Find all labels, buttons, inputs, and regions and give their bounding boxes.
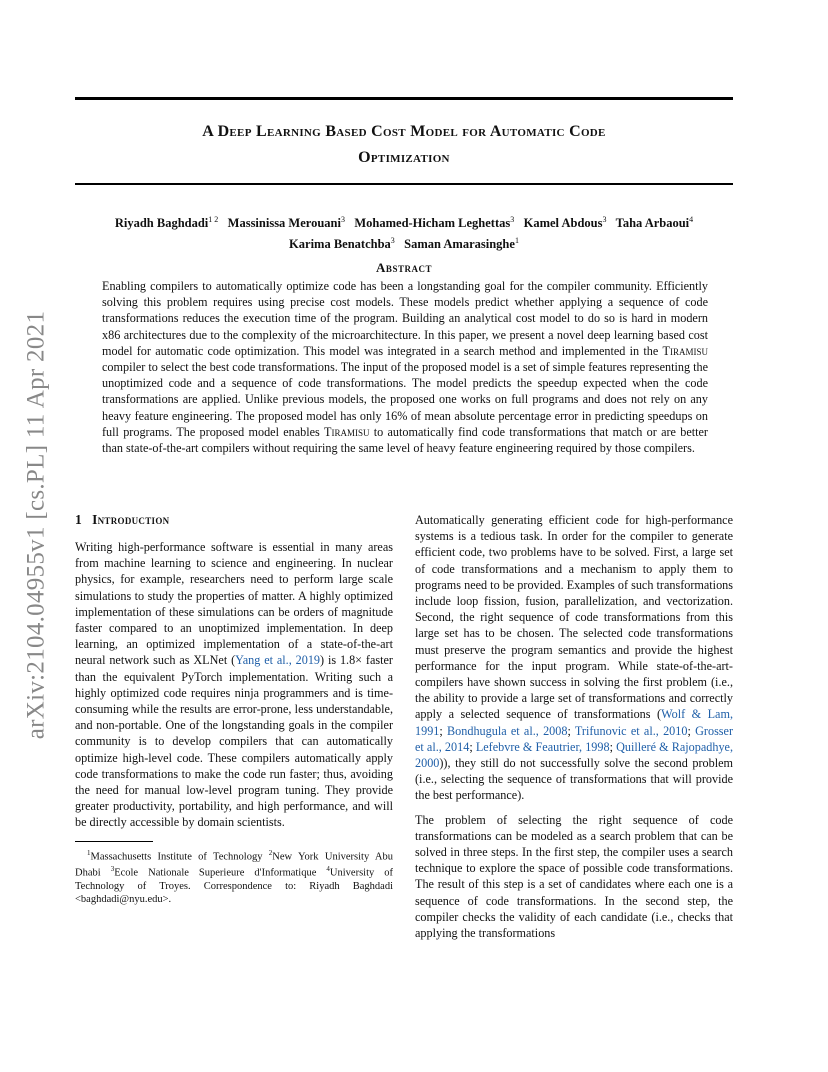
paragraph-segment: ; xyxy=(609,739,617,754)
title-line-1: A Deep Learning Based Cost Model for Automatic Code xyxy=(202,123,606,140)
abstract-heading: Abstract xyxy=(376,260,432,275)
author: Mohamed-Hicham Leghettas xyxy=(354,216,511,231)
author-list xyxy=(75,211,733,253)
footnote-text: New York University Abu Dhabi xyxy=(75,851,394,879)
author: Taha Arbaoui xyxy=(615,216,690,231)
footnote-text: Ecole Nationale Superieure d'Informatique xyxy=(114,867,327,879)
section-number: 1 xyxy=(75,512,83,527)
paragraph-segment: ) is 1.8× faster than the equivalent PyTorch implementation. Writing such a highly optimized code requires ninja programmers and is time-consuming while the results are error-prone, less understandable, and non-portable. One of the longstanding goals in the compiler community is to develop compilers that can automatically optimize high-level code. These compilers automatically apply code transformations to make the code run faster; thus, avoiding the need for manual low-level program tuning. They provide greater productivity, portability, and high performance, and will be directly accessible by domain scientists. xyxy=(75,653,393,830)
author-line-1 xyxy=(75,211,733,232)
paragraph-segment: )), they still do not successfully solve the second problem (i.e., selecting the sequence of transformations that will provide the best performance). xyxy=(415,756,733,803)
paragraph-segment: ; xyxy=(439,723,448,738)
author-line-2 xyxy=(75,232,733,253)
abstract-segment: Enabling compilers to automatically optimize code has been a longstanding goal for the compiler community. Efficiently solving this problem requires using precise cost models. These models predict whether applying a sequence of code transformations reduces the execution time of the program. Building an analytical cost model to do so is hard in modern x86 architectures due to the complexity of the microarchitecture. In this paper, we present a novel deep learning based cost model for automatic code optimization. This model was integrated in a search method and implemented in the xyxy=(102,279,708,358)
paragraph-segment: ; xyxy=(567,723,575,738)
abstract-text xyxy=(102,278,708,456)
tiramisu-name: Tiramisu xyxy=(662,343,708,358)
author-affiliation: 3 xyxy=(602,215,607,224)
author: Saman Amarasinghe xyxy=(404,237,515,252)
title-line-2: Optimization xyxy=(358,149,450,166)
footnote-mark: 1 xyxy=(87,848,91,857)
paragraph-segment: ; xyxy=(469,739,476,754)
citation-link[interactable]: Grosser et al., 2014 xyxy=(415,723,734,754)
author-affiliation: 3 xyxy=(340,215,345,224)
citation-link[interactable]: Yang et al., 2019 xyxy=(235,653,321,668)
intro-paragraph-3: The problem of selecting the right sequence of code transformations can be modeled as a search problem that can be solved in three steps. In the first step, the compiler uses a search technique to explore the space of possible code transformations. The result of this step is a set of candidates where each one is a sequence of code transformations. In the second step, the compiler checks the validity of each candidate (i.e., checks that applying the transformations xyxy=(415,812,733,941)
intro-paragraph-1 xyxy=(75,539,393,831)
section-heading xyxy=(75,512,393,528)
author: Riyadh Baghdadi xyxy=(114,216,209,231)
section-title: Introduction xyxy=(92,512,170,527)
author: Karima Benatchba xyxy=(289,237,391,252)
author-affiliation: 1 2 xyxy=(208,215,219,224)
tiramisu-name: Tiramisu xyxy=(324,424,370,439)
author: Kamel Abdous xyxy=(523,216,603,231)
citation-link[interactable]: Wolf & Lam, 1991 xyxy=(415,707,733,738)
right-column xyxy=(415,512,733,941)
abstract-segment: to automatically find code transformations that match or are better than state-of-the-art compilers without requiring the same level of heavy feature engineering required by those compilers. xyxy=(102,424,708,456)
intro-paragraph-2 xyxy=(415,512,733,804)
citation-link[interactable]: Lefebvre & Feautrier, 1998 xyxy=(475,739,610,754)
paper-title xyxy=(75,119,733,171)
paragraph-segment: Writing high-performance software is essential in many areas from machine learning to science and engineering. In nuclear physics, for example, researchers need to perform large scale simulations to study the properties of matter. A highly optimized implementation of these simulations can be orders of magnitude faster compared to an unoptimized implementation. In deep learning, an optimized implementation of a state-of-the-art neural network such as XLNet ( xyxy=(75,540,393,668)
citation-link[interactable]: Quilleré & Rajopadhye, 2000 xyxy=(415,739,734,771)
citation-link[interactable]: Trifunovic et al., 2010 xyxy=(574,723,688,738)
paragraph-segment: ; xyxy=(687,723,696,738)
author-affiliation: 1 xyxy=(514,236,519,246)
footnote-mark: 3 xyxy=(110,865,115,874)
paragraph-segment: Automatically generating efficient code for high-performance systems is a tedious task. In order for the compiler to generate efficient code, two problems have to be solved. First, a large set of code transformations and a mechanism to apply them to programs need to be provided. Examples of such transformations include loop fission, fusion, parallelization, and vectorization. Second, the right sequence of code transformations from this large set has to be chosen. The selected code transformations must preserve the program semantics and provide the highest performance for the input program. While state-of-the-art-compilers have shown success in solving the first problem (i.e., the ability to provide a large set of transformations and correctly apply a selected sequence of transformations ( xyxy=(415,513,733,722)
author-affiliation: 4 xyxy=(689,215,694,224)
arxiv-stamp-text: arXiv:2104.04955v1 [cs.PL] 11 Apr 2021 xyxy=(22,310,49,740)
footnote-mark: 4 xyxy=(326,865,330,874)
footnote-mark: 2 xyxy=(268,848,273,857)
title-top-rule xyxy=(75,97,733,100)
abstract-segment: compiler to select the best code transformations. The input of the proposed model is a set of simple features representing the unoptimized code and a sequence of code transformations. The model predicts the speedup expected when the code transformations are applied. Unlike previous models, the proposed one works on full programs and does not rely on any heavy feature engineering. The proposed model has only 16% of mean absolute percentage error in predicting speedups on full programs. The proposed model enables xyxy=(102,360,708,439)
author-affiliation: 3 xyxy=(390,236,395,246)
citation-link[interactable]: Bondhugula et al., 2008 xyxy=(447,723,568,738)
footnote-divider xyxy=(75,841,153,842)
footnote-text: Massachusetts Institute of Technology xyxy=(90,851,269,863)
title-bottom-rule xyxy=(75,183,733,185)
left-column xyxy=(75,512,393,906)
arxiv-stamp xyxy=(4,290,68,760)
author-affiliation: 3 xyxy=(510,215,515,224)
footnote-text: University of Technology of Troyes. Correspondence to: Riyadh Baghdadi <baghdadi@nyu.edu>. xyxy=(75,867,393,905)
author: Massinissa Merouani xyxy=(227,216,341,231)
affiliations-footnote xyxy=(75,847,393,906)
